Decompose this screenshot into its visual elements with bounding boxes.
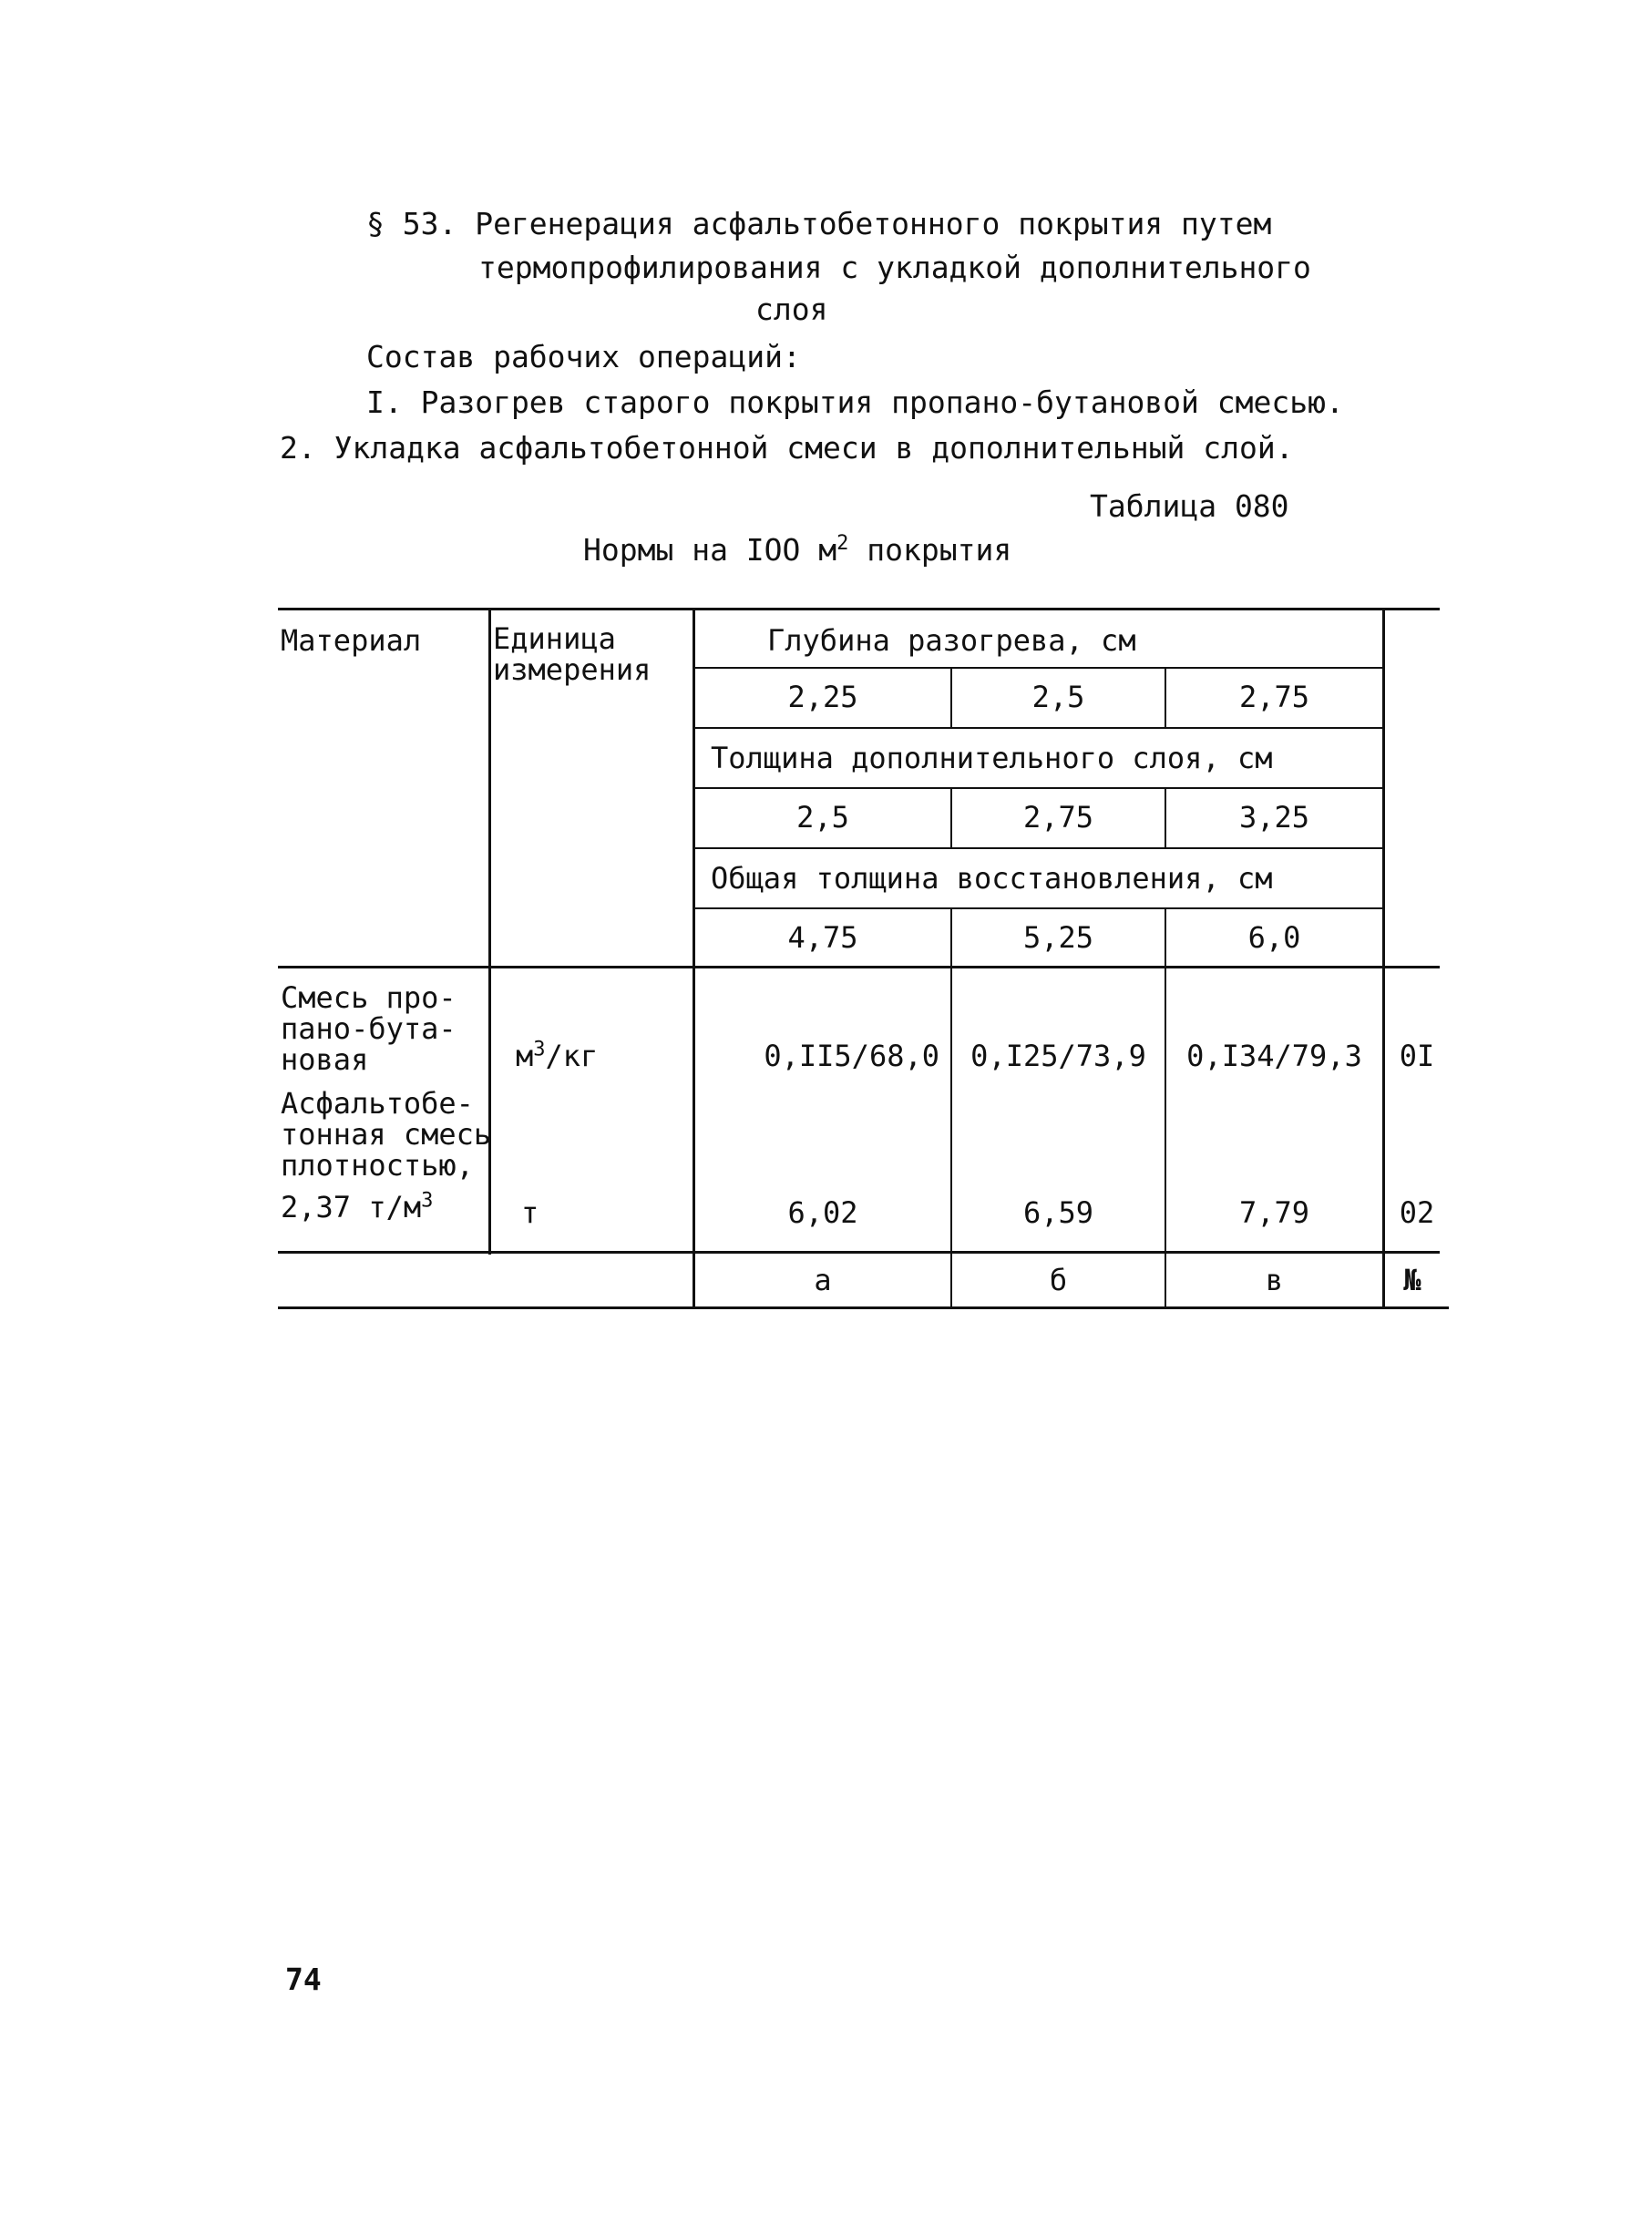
- group2-value-b: 2,75: [1022, 800, 1094, 835]
- row1-material-line2: пано-бута-: [281, 1011, 457, 1046]
- row1-material-line3: новая: [281, 1042, 369, 1077]
- group2-value-a: 2,5: [796, 800, 849, 835]
- footer-number-sign: №: [1403, 1263, 1421, 1297]
- table-label: Таблица 080: [1090, 488, 1289, 524]
- page-number: 74: [285, 1962, 322, 1997]
- row1-material-line1: Смесь про-: [281, 980, 457, 1015]
- row1-unit: [516, 1039, 598, 1073]
- row1-value-c: 0,I34/79,3: [1186, 1039, 1362, 1073]
- table-top-rule: [278, 608, 1440, 610]
- row2-material-line3: плотностью,: [281, 1148, 474, 1183]
- col-divider-1: [488, 608, 491, 1255]
- row2-material-line1: Асфальтобе-: [281, 1086, 474, 1121]
- row1-value-b: 0,I25/73,9: [970, 1039, 1146, 1073]
- group3-header: Общая толщина восстановления, см: [711, 861, 1273, 896]
- col-header-unit-line2: измерения: [493, 652, 652, 687]
- norms-caption: [583, 532, 1011, 569]
- group2-header: Толщина дополнительного слоя, см: [711, 741, 1273, 775]
- row2-material-line2: тонная смесь: [281, 1117, 492, 1152]
- row2-material-line4: [281, 1190, 433, 1224]
- section-title-line2: термопрофилирования с укладкой дополнительного: [478, 250, 1311, 285]
- norms-suffix: покрытия: [848, 532, 1012, 568]
- header-rule-e: [693, 907, 1382, 909]
- group3-value-b: 5,25: [1022, 920, 1094, 955]
- row2-unit: т: [521, 1195, 539, 1230]
- row2-material-sup: 3: [421, 1189, 434, 1213]
- col-header-material: Материал: [281, 623, 422, 658]
- row2-material-density: 2,37 т/м: [281, 1190, 422, 1224]
- col-divider-4: [1165, 907, 1166, 1309]
- norms-prefix: Нормы на IOO м: [583, 532, 837, 568]
- header-rule-d: [693, 847, 1382, 849]
- section-title-line1: § 53. Регенерация асфальтобетонного покрытия путем: [366, 206, 1272, 241]
- footer-letter-a: а: [814, 1263, 832, 1297]
- operations-heading: Состав рабочих операций:: [366, 339, 801, 374]
- footer-letter-b: б: [1049, 1263, 1068, 1297]
- col-header-unit-line1: Единица: [493, 621, 616, 656]
- row1-unit-tail: /кг: [545, 1039, 599, 1073]
- row1-code: 0I: [1399, 1039, 1435, 1073]
- table-bottom-rule: [278, 1306, 1449, 1309]
- header-rule-a: [693, 667, 1382, 669]
- operation-item-1: I. Разогрев старого покрытия пропано-бутановой смесью.: [366, 384, 1344, 420]
- table-body-rule: [278, 1251, 1440, 1254]
- norms-sup: 2: [836, 532, 849, 555]
- row2-value-c: 7,79: [1238, 1195, 1310, 1230]
- group2-value-c: 3,25: [1238, 800, 1310, 835]
- row2-value-a: 6,02: [787, 1195, 858, 1230]
- row2-value-b: 6,59: [1022, 1195, 1094, 1230]
- header-rule-c: [693, 787, 1382, 789]
- group3-value-c: 6,0: [1247, 920, 1301, 955]
- group1-value-a: 2,25: [787, 680, 858, 714]
- group1-value-b: 2,5: [1031, 680, 1085, 714]
- group1-value-c: 2,75: [1238, 680, 1310, 714]
- header-rule-b: [693, 727, 1382, 729]
- row1-unit-sup: 3: [533, 1038, 546, 1061]
- group1-header: Глубина разогрева, см: [767, 623, 1136, 658]
- footer-letter-c: в: [1265, 1263, 1284, 1297]
- row1-unit-main: м: [516, 1039, 534, 1073]
- row2-code: 02: [1399, 1195, 1435, 1230]
- section-title-line3: слоя: [755, 292, 828, 327]
- col-divider-3: [950, 907, 952, 1309]
- group3-value-a: 4,75: [787, 920, 858, 955]
- operation-item-2: 2. Укладка асфальтобетонной смеси в дополнительный слой.: [280, 430, 1294, 466]
- table-header-rule: [278, 966, 1440, 968]
- row1-value-a: 0,II5/68,0: [764, 1039, 939, 1073]
